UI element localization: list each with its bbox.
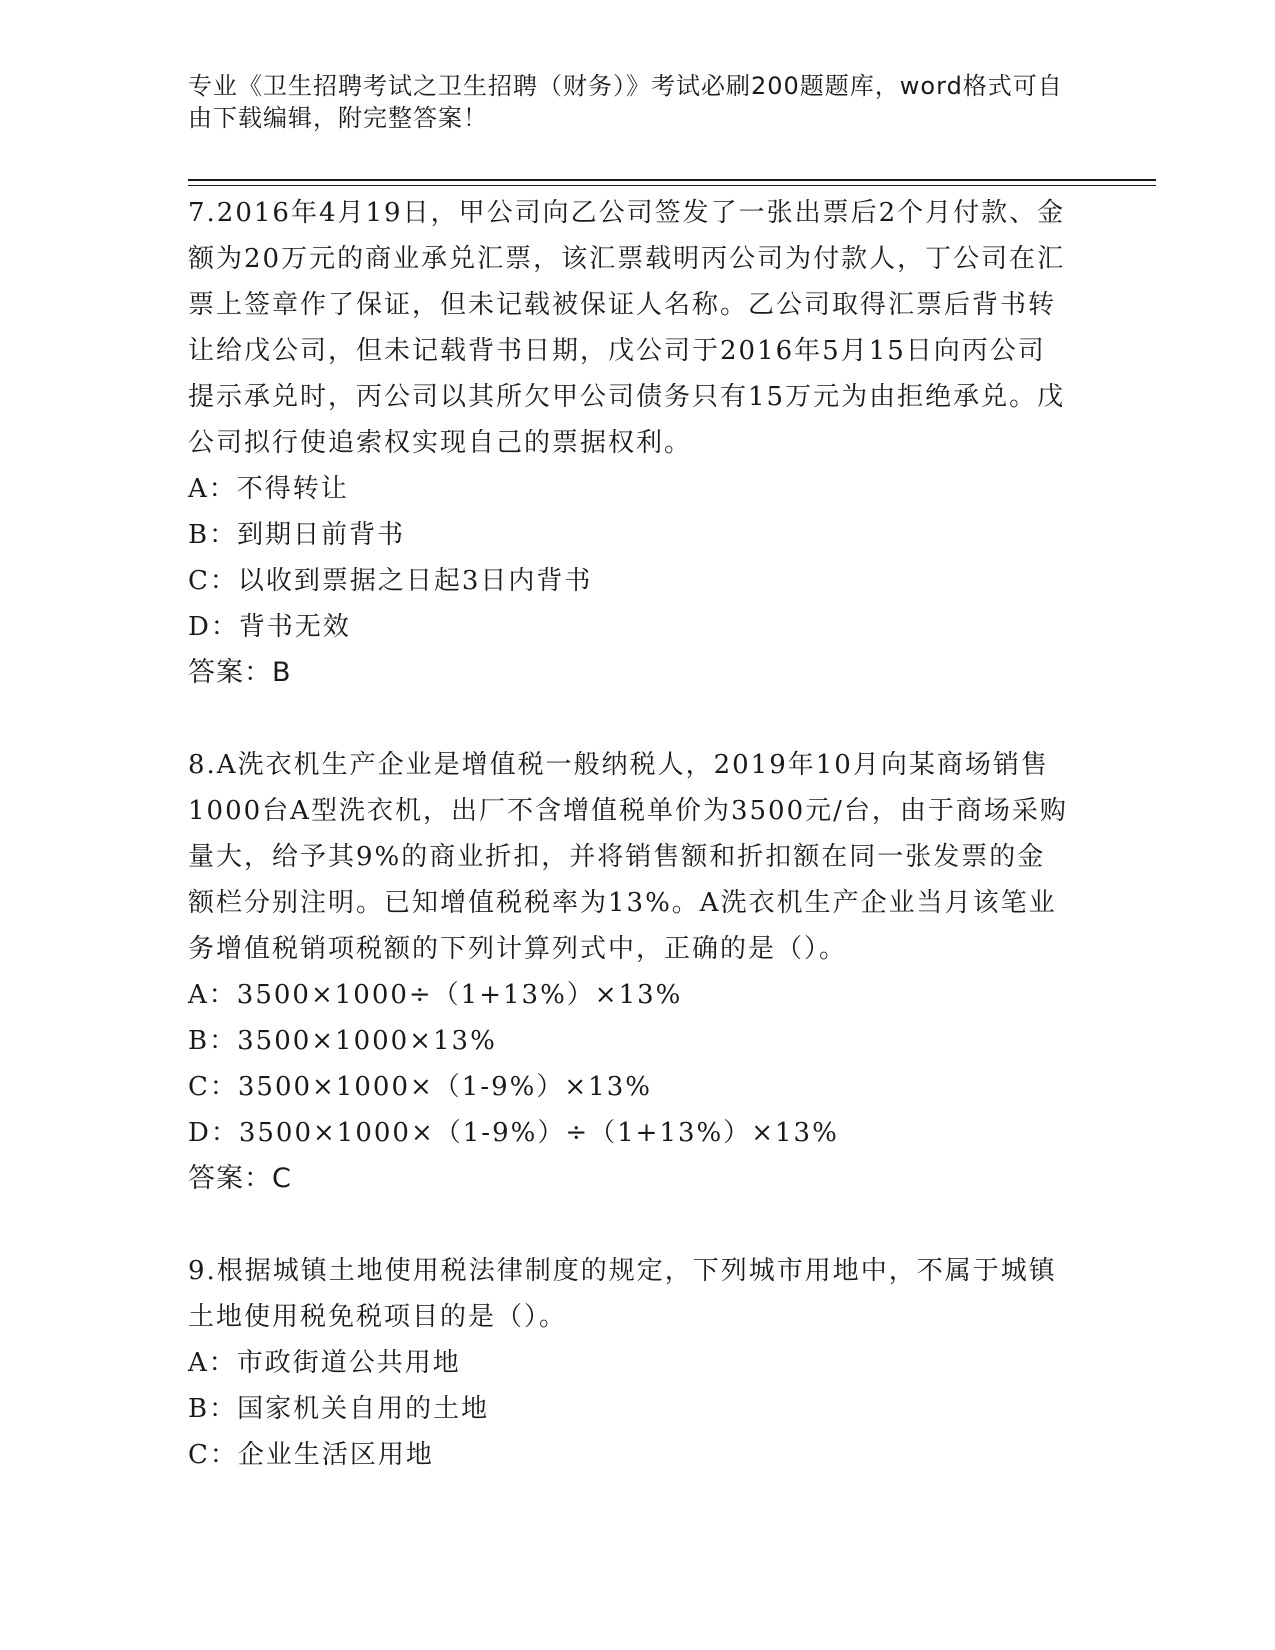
option-c: C：3500×1000×（1-9%）×13% <box>188 1072 652 1102</box>
option-c: C：以收到票据之日起3日内背书 <box>188 566 593 596</box>
option-b: B：国家机关自用的土地 <box>188 1394 490 1424</box>
document-header: 专业《卫生招聘考试之卫生招聘（财务）》考试必刷200题题库，word格式可自由下载编辑，附完整答案！ <box>188 72 1063 132</box>
question-spacer <box>188 1202 1068 1248</box>
option-d: D：背书无效 <box>188 612 351 642</box>
option-b: B：到期日前背书 <box>188 520 406 550</box>
question-list <box>188 190 1068 1478</box>
question-stem: 7.2016年4月19日，甲公司向乙公司签发了一张出票后2个月付款、金额为20万元的商业承兑汇票，该汇票载明丙公司为付款人，丁公司在汇票上签章作了保证，但未记载被保证人名称。乙公司取得汇票后背书转让给戊公司，但未记载背书日期，戊公司于2016年5月15日向丙公司提示承兑时，丙公司以其所欠甲公司债务只有15万元为由拒绝承兑。戊公司拟行使追索权实现自己的票据权利。 <box>188 198 1066 458</box>
question-stem: 9.根据城镇土地使用税法律制度的规定，下列城市用地中，不属于城镇土地使用税免税项目的是（）。 <box>188 1256 1057 1332</box>
header-rule-thick <box>188 179 1156 181</box>
option-d: D：3500×1000×（1-9%）÷（1+13%）×13% <box>188 1118 839 1148</box>
header-rule-thin <box>188 185 1156 186</box>
answer-line: 答案：B <box>188 657 292 688</box>
option-a: A：3500×1000÷（1+13%）×13% <box>188 980 683 1010</box>
question-9 <box>188 1248 1068 1478</box>
question-spacer <box>188 696 1068 742</box>
option-a: A：不得转让 <box>188 474 349 504</box>
question-7 <box>188 190 1068 696</box>
question-stem: 8.A洗衣机生产企业是增值税一般纳税人，2019年10月向某商场销售1000台A型洗衣机，出厂不含增值税单价为3500元/台，由于商场采购量大，给予其9%的商业折扣，并将销售额和折扣额在同一张发票的金额栏分别注明。已知增值税税率为13%。A洗衣机生产企业当月该笔业务增值税销项税额的下列计算列式中，正确的是（）。 <box>188 750 1068 964</box>
option-b: B：3500×1000×13% <box>188 1026 497 1056</box>
option-c: C：企业生活区用地 <box>188 1440 434 1470</box>
answer-line: 答案：C <box>188 1163 292 1194</box>
option-a: A：市政街道公共用地 <box>188 1348 461 1378</box>
question-8 <box>188 742 1068 1202</box>
